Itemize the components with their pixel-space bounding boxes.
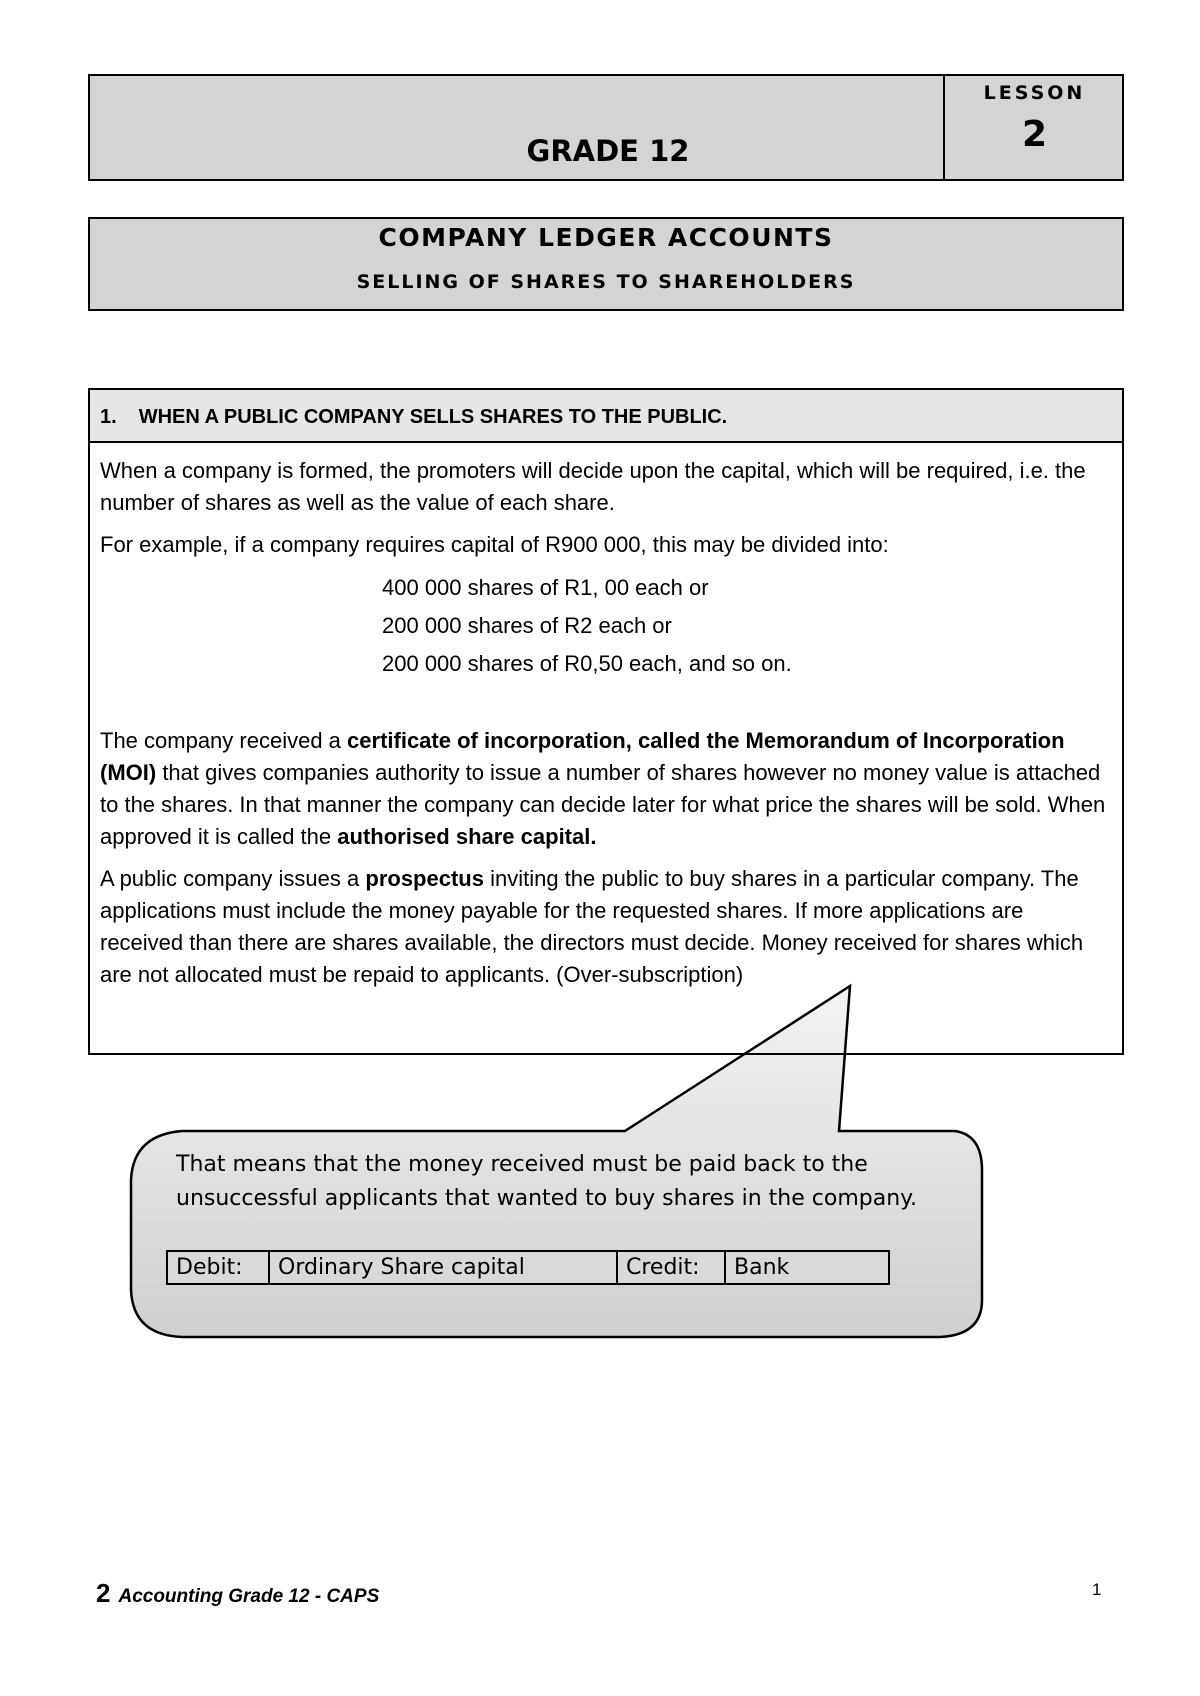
paragraph-prospectus [100, 863, 1110, 991]
section-number: 1. [100, 406, 117, 428]
credit-account: Bank [725, 1251, 889, 1284]
debit-label: Debit: [167, 1251, 269, 1284]
footer-page-prefix: 2 [96, 1578, 111, 1608]
journal-entry-table [166, 1250, 890, 1285]
text-run: that gives companies authority to issue a number of shares however no money value is attached to the shares. In that manner the company can decide later for what price the shares will be sold. When approved it is called the [100, 760, 1106, 849]
section-heading [100, 406, 727, 429]
section-title: WHEN A PUBLIC COMPANY SELLS SHARES TO THE PUBLIC. [138, 406, 728, 428]
lesson-label: LESSON [983, 82, 1086, 104]
bold-term-prospectus: prospectus [365, 866, 484, 891]
topic-subtitle: SELLING OF SHARES TO SHAREHOLDERS [356, 271, 856, 293]
text-run: inviting the public to buy shares in a particular company. The applications must include the money payable for the requested shares. If more applications are received than there are shares available, the directors must decide. Money received for shares which are not allocated must be repaid to applicants. (Over-subscription) [100, 866, 1084, 987]
footer [96, 1578, 379, 1609]
grade-title: GRADE 12 [526, 134, 690, 168]
example-item: 200 000 shares of R2 each or [382, 613, 672, 638]
paragraph-moi [100, 725, 1110, 853]
text-run: A public company issues a [100, 866, 366, 891]
example-item: 400 000 shares of R1, 00 each or [382, 575, 709, 600]
credit-label: Credit: [617, 1251, 725, 1284]
page-number: 1 [1092, 1580, 1102, 1599]
lesson-number: 2 [1021, 114, 1048, 155]
paragraph-formation: When a company is formed, the promoters will decide upon the capital, which will be required, i.e. the number of shares as well as the value of each share. [100, 458, 1086, 515]
footer-title: Accounting Grade 12 - CAPS [118, 1586, 380, 1607]
section-1 [88, 388, 1124, 1055]
callout-text: That means that the money received must be paid back to the unsuccessful applicants that wanted to buy shares in the company. [176, 1152, 918, 1211]
section-header [90, 390, 1122, 443]
example-list [382, 569, 1110, 683]
bold-term-authorised-capital: authorised share capital. [337, 824, 597, 849]
debit-account: Ordinary Share capital [269, 1251, 617, 1284]
section-body [100, 455, 1110, 1001]
bold-term-moi: certificate of incorporation, called the Memorandum of Incorporation (MOI) [100, 728, 1065, 785]
text-run: The company received a [100, 728, 348, 753]
paragraph-example: For example, if a company requires capital of R900 000, this may be divided into: [100, 532, 889, 557]
table-row [167, 1251, 889, 1284]
topic-title: COMPANY LEDGER ACCOUNTS [378, 223, 834, 252]
example-item: 200 000 shares of R0,50 each, and so on. [382, 651, 792, 676]
